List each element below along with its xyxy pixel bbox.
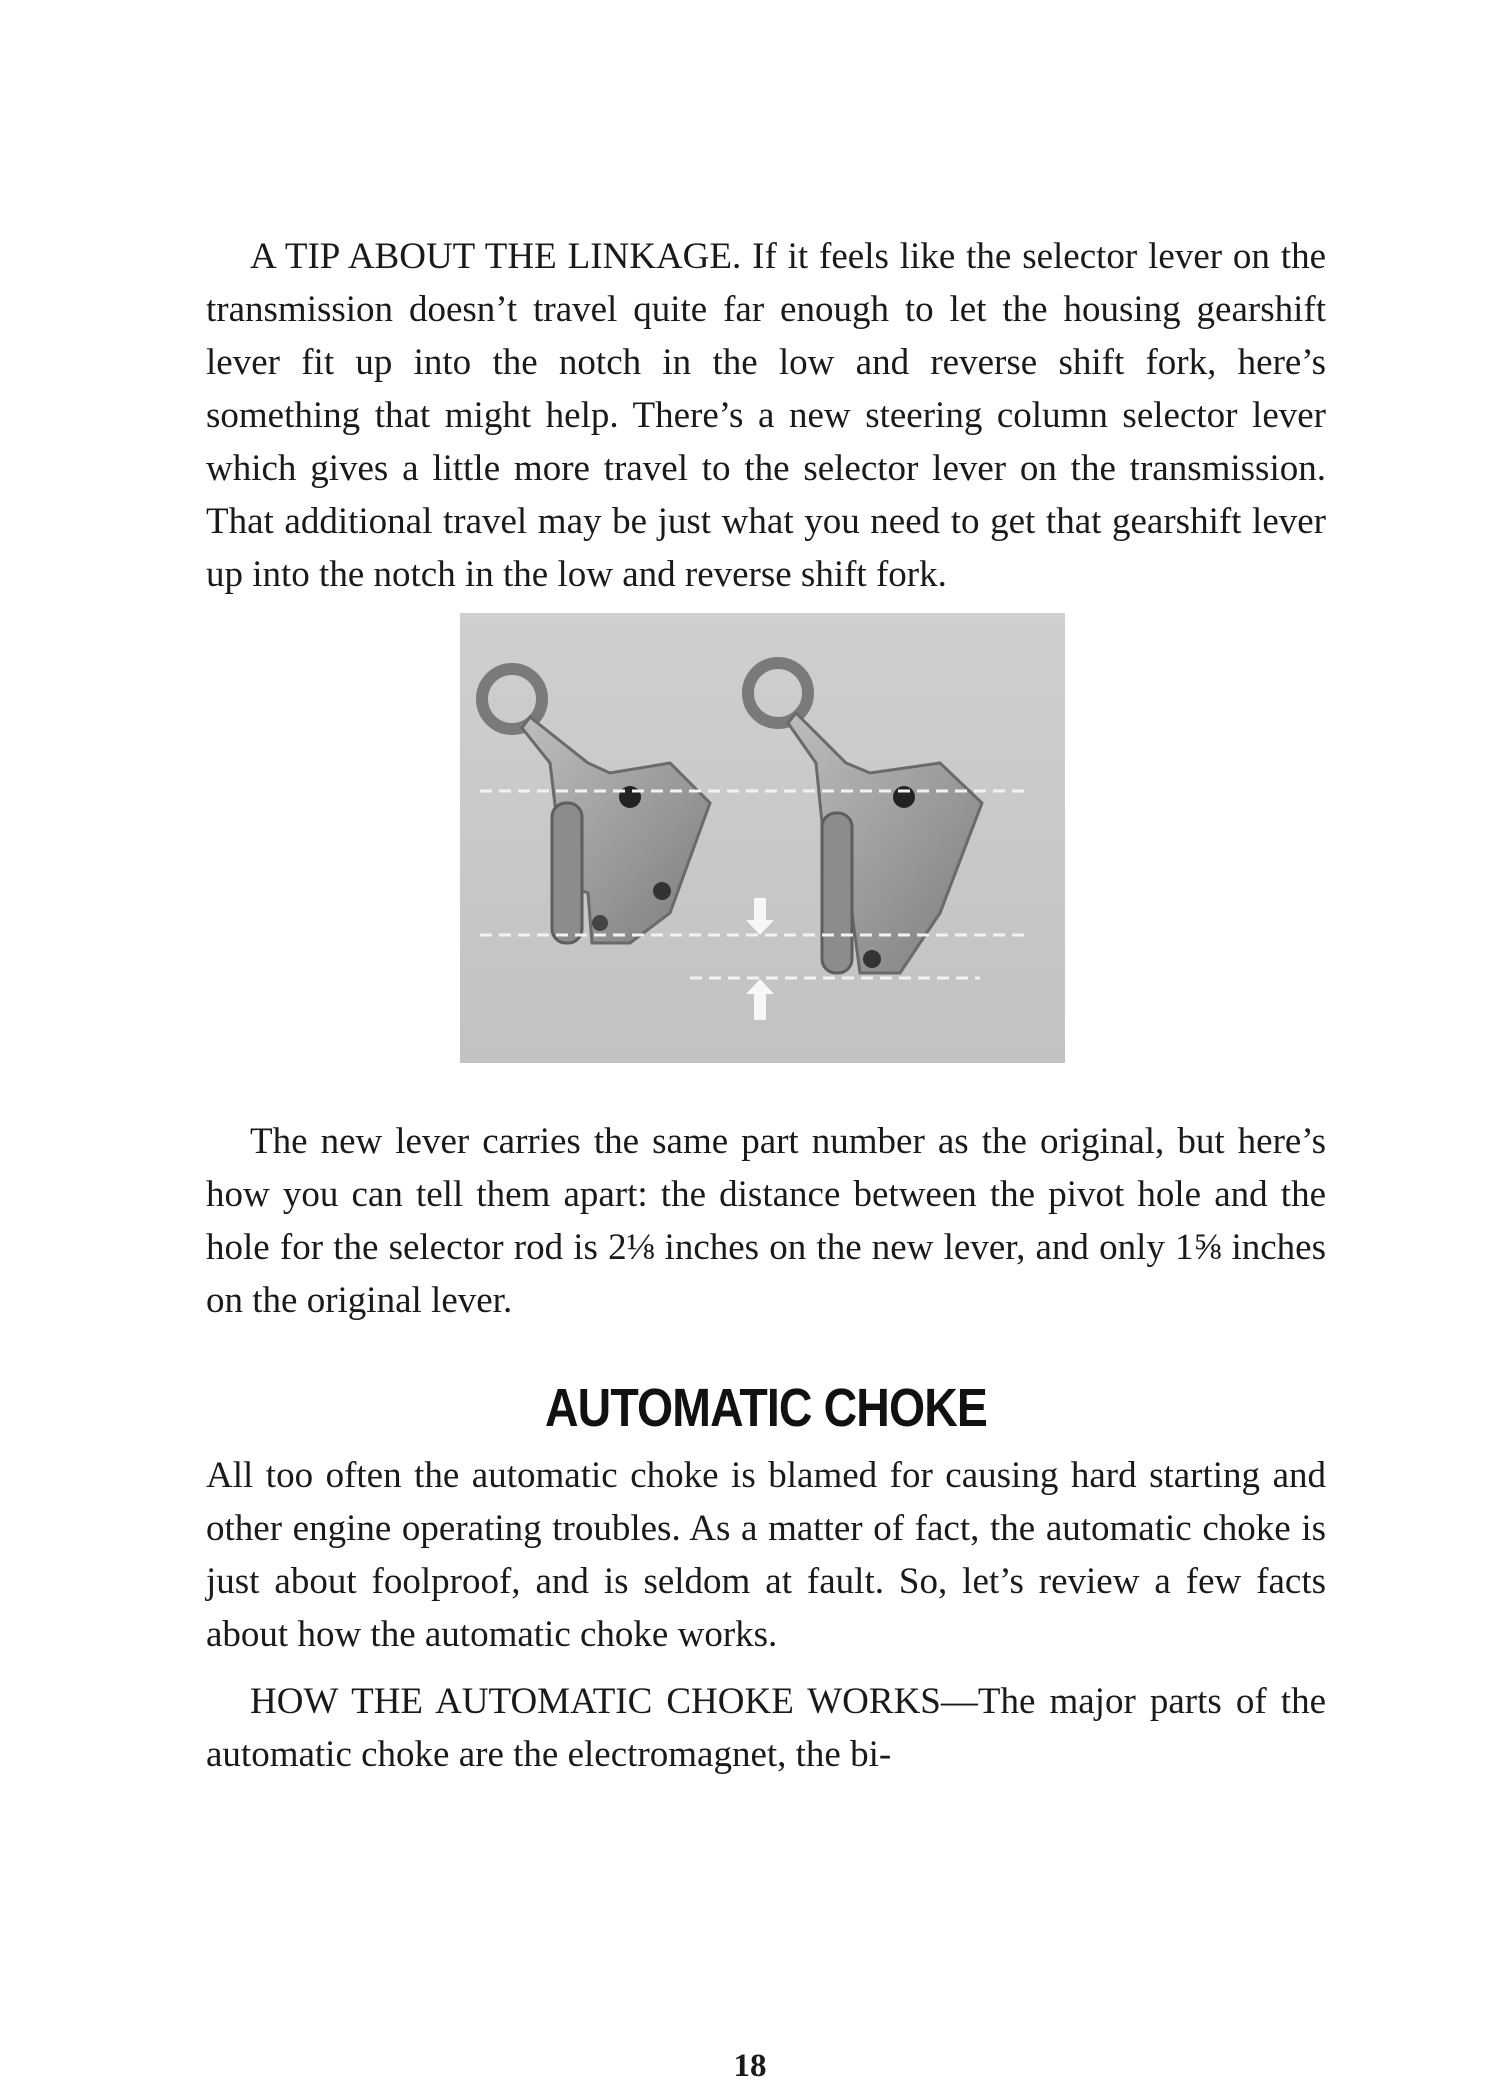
how-it-works-paragraph: HOW THE AUTOMATIC CHOKE WORKS—The major parts of the automatic choke are the electromagnet, the bi- [206,1681,1326,1775]
lever-comparison-photo [460,613,1065,1063]
page-number: 18 [733,2048,767,2084]
section-heading: AUTOMATIC CHOKE [544,1378,988,1438]
choke-intro-paragraph: All too often the automatic choke is blamed for causing hard starting and other engine operating troubles. As a matter of fact, the automatic choke is just about foolproof, and is seldom at fault. So, let’s review a few facts about how the automatic choke works. [206,1455,1326,1655]
new-lever-paragraph: The new lever carries the same part number as the original, but here’s how you can tell them apart: the distance between the pivot hole and the hole for the selector rod is 2⅛ inches on the new lever, and only 1⅝ inches on the original lever. [206,1121,1326,1321]
page-content [206,230,1326,1781]
tip-paragraph: A TIP ABOUT THE LINKAGE. If it feels like the selector lever on the transmission doesn’t travel quite far enough to let the housing gearshift lever fit up into the notch in the low and reverse shift fork, here’s something that might help. There’s a new steering column selector lever which gives a little more travel to the selector lever on the transmission. That additional travel may be just what you need to get that gearshift lever up into the notch in the low and reverse shift fork. [206,236,1326,595]
